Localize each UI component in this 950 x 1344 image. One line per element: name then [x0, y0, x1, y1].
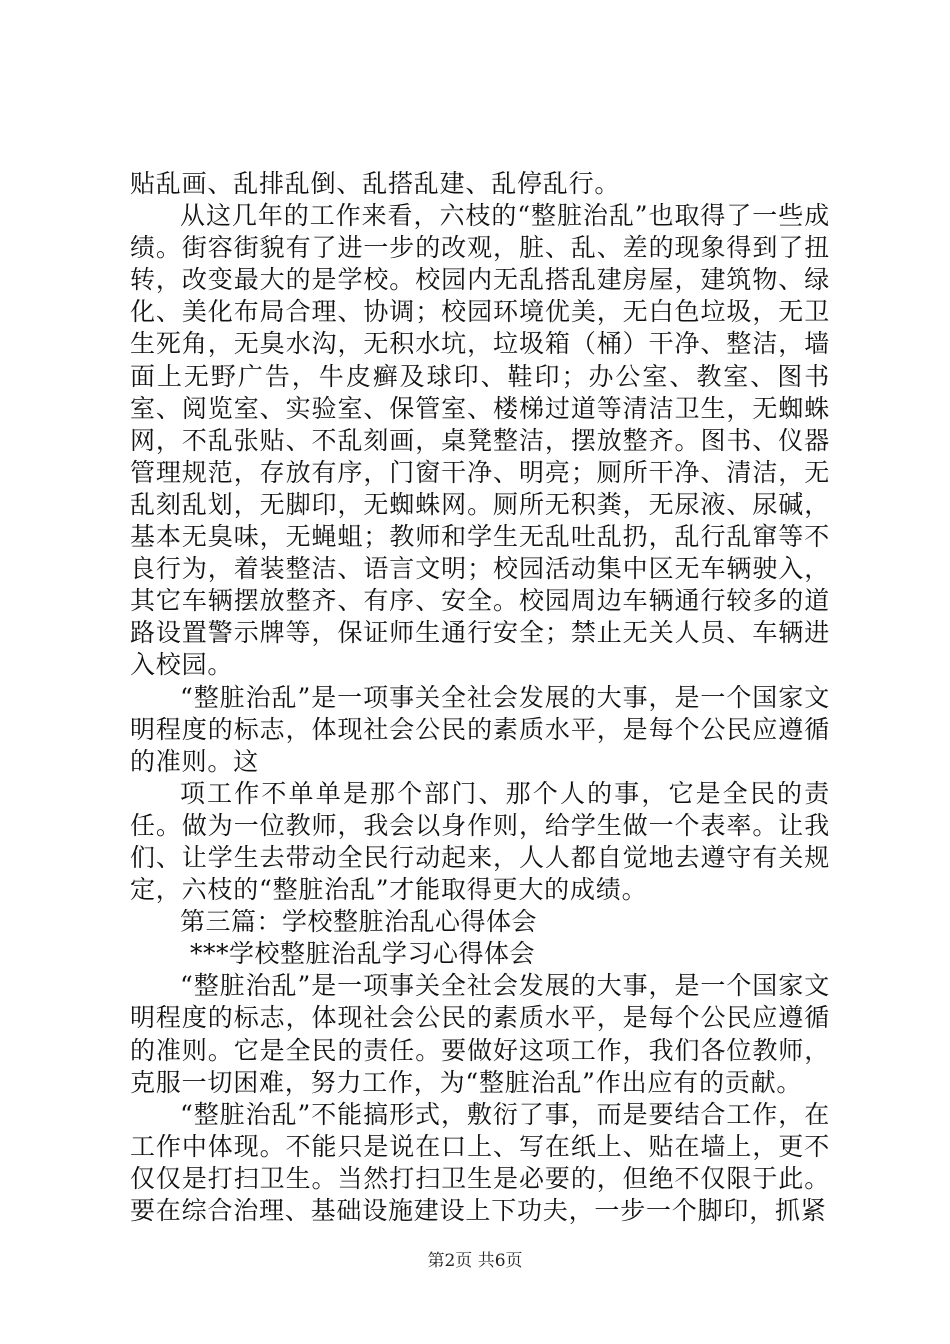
section-title: 第三篇：学校整脏治乱心得体会 [180, 907, 538, 937]
paragraph-continuation: 贴乱画、乱排乱倒、乱搭乱建、乱停乱行。 [130, 169, 621, 198]
paragraph-intro: “整脏治乱”是一项事关全社会发展的大事，是一个国家文明程度的标志，体现社会公民的素质水平，是每个公民应遵循的准则。它是全民的责任。要做好这项工作，我们各位教师，克服一切困难，努力工作，为“整脏治乱”作出应有的贡献。 [130, 971, 830, 1097]
document-body [130, 168, 830, 1227]
page-number-footer: 第2页 共6页 [427, 1251, 523, 1271]
paragraph-responsibility: 项工作不单单是那个部门、那个人的事，它是全民的责任。做为一位教师，我会以身作则，给学生做一个表率。让我们、让学生去带动全民行动起来，人人都自觉地去遵守有关规定，六枝的“整脏治乱”才能取得更大的成绩。 [130, 778, 830, 905]
paragraph-achievements: 从这几年的工作来看，六枝的“整脏治乱”也取得了一些成绩。街容街貌有了进一步的改观，脏、乱、差的现象得到了扭转，改变最大的是学校。校园内无乱搭乱建房屋，建筑物、绿化、美化布局合理、协调；校园环境优美，无白色垃圾，无卫生死角，无臭水沟，无积水坑，垃圾箱（桶）干净、整洁，墙面上无野广告，牛皮癣及球印、鞋印；办公室、教室、图书室、阅览室、实验室、保管室、楼梯过道等清洁卫生，无蜘蛛网，不乱张贴、不乱刻画，桌凳整洁，摆放整齐。图书、仪器管理规范，存放有序，门窗干净、明亮；厕所干净、清洁，无乱刻乱划，无脚印，无蜘蛛网。厕所无积粪，无尿液、尿碱，基本无臭味，无蝇蛆；教师和学生无乱吐乱扔，乱行乱窜等不良行为，着装整洁、语言文明；校园活动集中区无车辆驶入，其它车辆摆放整齐、有序、安全。校园周边车辆通行较多的道路设置警示牌等，保证师生通行安全；禁止无关人员、车辆进入校园。 [130, 201, 830, 680]
section-subtitle: ***学校整脏治乱学习心得体会 [190, 939, 536, 969]
paragraph-significance: “整脏治乱”是一项事关全社会发展的大事，是一个国家文明程度的标志，体现社会公民的素质水平，是每个公民应遵循的准则。这 [130, 682, 830, 776]
paragraph-practice: “整脏治乱”不能搞形式，敷衍了事，而是要结合工作，在工作中体现。不能只是说在口上、写在纸上、贴在墙上，更不仅仅是打扫卫生。当然打扫卫生是必要的，但绝不仅限于此。要在综合治理、基础设施建设上下功夫，一步一个脚印，抓紧 [130, 1099, 830, 1225]
